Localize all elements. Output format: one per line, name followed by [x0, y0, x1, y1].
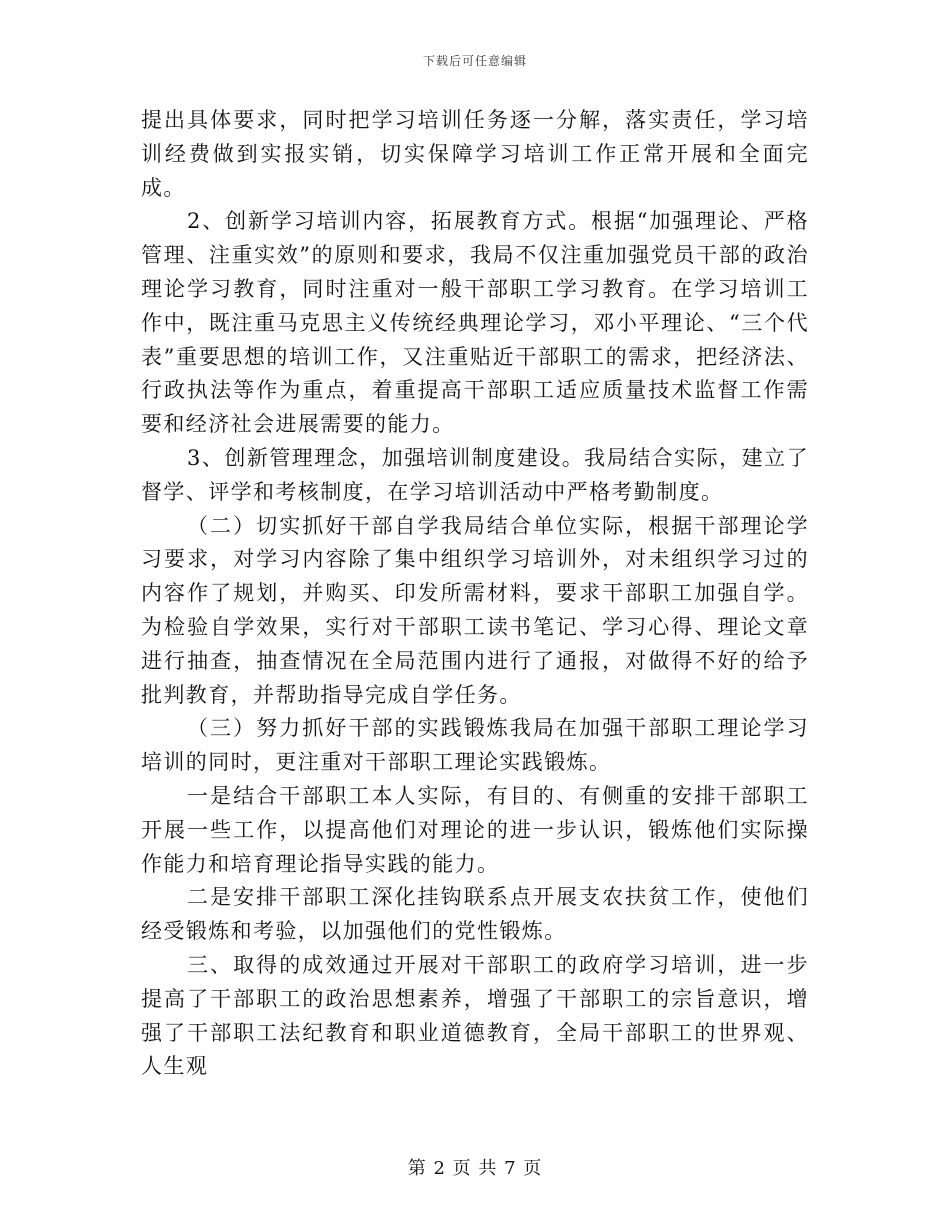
paragraph-point-2: 二是安排干部职工深化挂钩联系点开展支农扶贫工作，使他们经受锻炼和考验，以加强他们的党性锻炼。 [141, 885, 809, 944]
paragraph-point-1: 一是结合干部职工本人实际，有目的、有侧重的安排干部职工开展一些工作，以提高他们对理论的进一步认识，锻炼他们实际操作能力和培育理论指导实践的能力。 [141, 783, 809, 876]
page-number: 第 2 页 共 7 页 [407, 1158, 543, 1179]
paragraph-continuation: 提出具体要求，同时把学习培训任务逐一分解，落实责任，学习培训经费做到实报实销，切实保障学习培训工作正常开展和全面完成。 [141, 108, 809, 200]
paragraph-item-3: 3、创新管理理念，加强培训制度建设。我局结合实际，建立了督学、评学和考核制度，在学习培训活动中严格考勤制度。 [141, 445, 809, 504]
document-body [141, 104, 809, 1084]
paragraph-results: 三、取得的成效通过开展对干部职工的政府学习培训，进一步提高了干部职工的政治思想素养，增强了干部职工的宗旨意识，增强了干部职工法纪教育和职业道德教育，全局干部职工的世界观、人生观 [141, 952, 809, 1079]
paragraph-section-3: （三）努力抓好干部的实践锻炼我局在加强干部职工理论学习培训的同时，更注重对干部职工理论实践锻炼。 [141, 716, 809, 775]
paragraph-item-2: 2、创新学习培训内容，拓展教育方式。根据“加强理论、严格管理、注重实效”的原则和要求，我局不仅注重加强党员干部的政治理论学习教育，同时注重对一般干部职工学习教育。在学习培训工作中，既注重马克思主义传统经典理论学习，邓小平理论、“三个代表”重要思想的培训工作，又注重贴近干部职工的需求，把经济法、行政执法等作为重点，着重提高干部职工适应质量技术监督工作需要和经济社会进展需要的能力。 [141, 209, 809, 437]
page-header-note: 下载后可任意编辑 [422, 54, 527, 68]
paragraph-section-2: （二）切实抓好干部自学我局结合单位实际，根据干部理论学习要求，对学习内容除了集中组织学习培训外，对未组织学习过的内容作了规划，并购买、印发所需材料，要求干部职工加强自学。为检验自学效果，实行对干部职工读书笔记、学习心得、理论文章进行抽查，抽查情况在全局范围内进行了通报，对做得不好的给予批判教育，并帮助指导完成自学任务。 [141, 513, 809, 707]
